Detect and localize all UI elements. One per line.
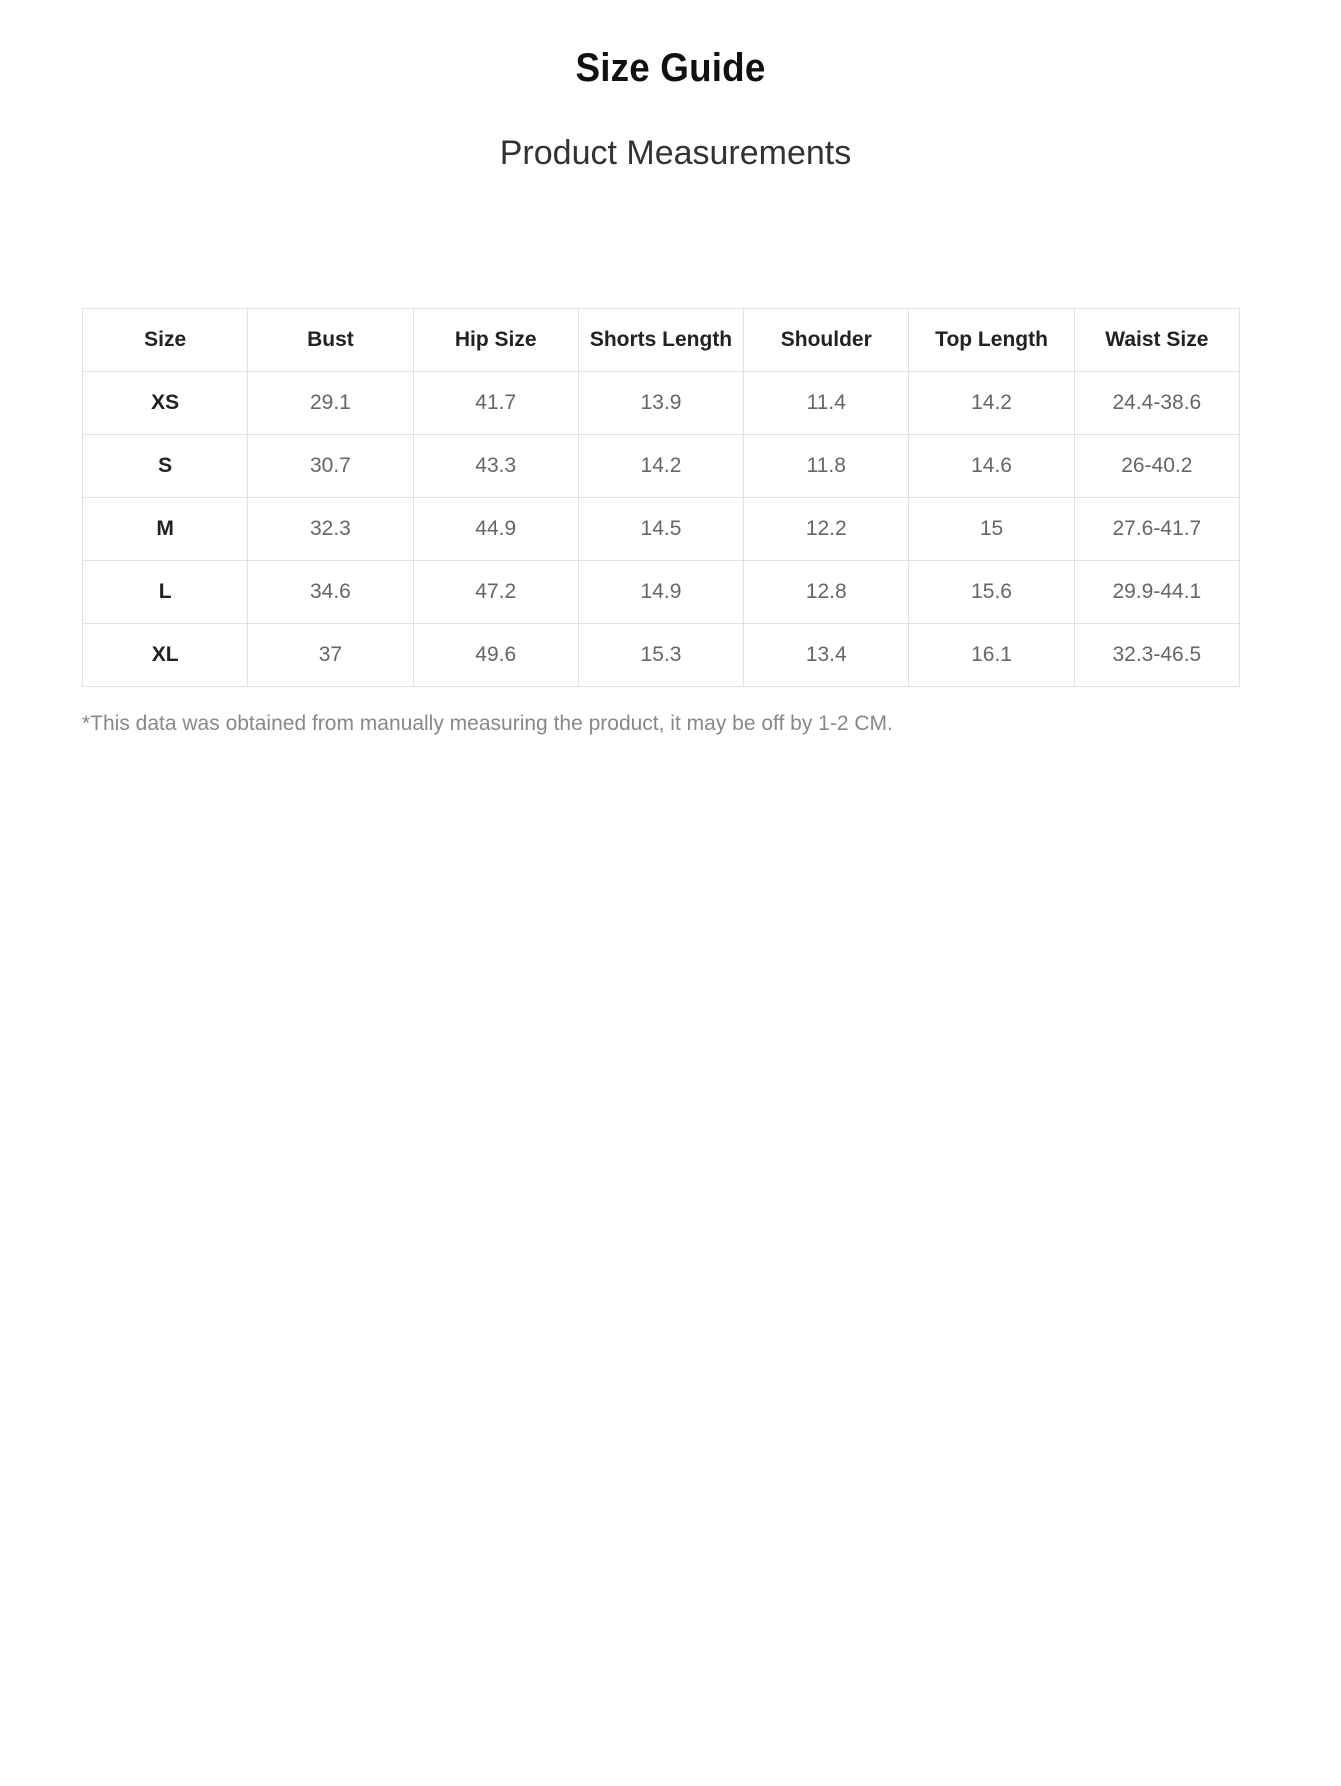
size-table-container bbox=[82, 308, 1240, 687]
size-cell: XL bbox=[83, 624, 248, 687]
hip-size-cell: 47.2 bbox=[413, 561, 578, 624]
waist-size-cell: 27.6-41.7 bbox=[1074, 498, 1239, 561]
shorts-length-cell: 14.5 bbox=[578, 498, 743, 561]
size-table bbox=[82, 308, 1240, 687]
measurement-disclaimer: *This data was obtained from manually measuring the product, it may be off by 1-2 CM. bbox=[82, 712, 893, 735]
hip-size-cell: 41.7 bbox=[413, 372, 578, 435]
shorts-length-cell: 15.3 bbox=[578, 624, 743, 687]
column-header-top-length: Top Length bbox=[909, 309, 1074, 372]
top-length-cell: 14.2 bbox=[909, 372, 1074, 435]
table-row bbox=[83, 498, 1240, 561]
waist-size-cell: 32.3-46.5 bbox=[1074, 624, 1239, 687]
hip-size-cell: 43.3 bbox=[413, 435, 578, 498]
shorts-length-cell: 13.9 bbox=[578, 372, 743, 435]
shoulder-cell: 13.4 bbox=[744, 624, 909, 687]
shorts-length-cell: 14.9 bbox=[578, 561, 743, 624]
page-title: Size Guide bbox=[575, 46, 766, 90]
shoulder-cell: 12.2 bbox=[744, 498, 909, 561]
size-cell: M bbox=[83, 498, 248, 561]
size-cell: L bbox=[83, 561, 248, 624]
size-cell: XS bbox=[83, 372, 248, 435]
table-header-row bbox=[83, 309, 1240, 372]
table-row bbox=[83, 561, 1240, 624]
page-subtitle: Product Measurements bbox=[499, 134, 852, 172]
top-length-cell: 16.1 bbox=[909, 624, 1074, 687]
top-length-cell: 15.6 bbox=[909, 561, 1074, 624]
top-length-cell: 15 bbox=[909, 498, 1074, 561]
column-header-size: Size bbox=[83, 309, 248, 372]
waist-size-cell: 29.9-44.1 bbox=[1074, 561, 1239, 624]
hip-size-cell: 44.9 bbox=[413, 498, 578, 561]
waist-size-cell: 26-40.2 bbox=[1074, 435, 1239, 498]
top-length-cell: 14.6 bbox=[909, 435, 1074, 498]
bust-cell: 37 bbox=[248, 624, 413, 687]
column-header-hip-size: Hip Size bbox=[413, 309, 578, 372]
column-header-shorts-length: Shorts Length bbox=[578, 309, 743, 372]
shoulder-cell: 11.4 bbox=[744, 372, 909, 435]
bust-cell: 29.1 bbox=[248, 372, 413, 435]
table-row bbox=[83, 372, 1240, 435]
bust-cell: 34.6 bbox=[248, 561, 413, 624]
shoulder-cell: 11.8 bbox=[744, 435, 909, 498]
shoulder-cell: 12.8 bbox=[744, 561, 909, 624]
size-cell: S bbox=[83, 435, 248, 498]
shorts-length-cell: 14.2 bbox=[578, 435, 743, 498]
column-header-bust: Bust bbox=[248, 309, 413, 372]
hip-size-cell: 49.6 bbox=[413, 624, 578, 687]
table-row bbox=[83, 435, 1240, 498]
waist-size-cell: 24.4-38.6 bbox=[1074, 372, 1239, 435]
bust-cell: 30.7 bbox=[248, 435, 413, 498]
column-header-shoulder: Shoulder bbox=[744, 309, 909, 372]
column-header-waist-size: Waist Size bbox=[1074, 309, 1239, 372]
table-row bbox=[83, 624, 1240, 687]
bust-cell: 32.3 bbox=[248, 498, 413, 561]
